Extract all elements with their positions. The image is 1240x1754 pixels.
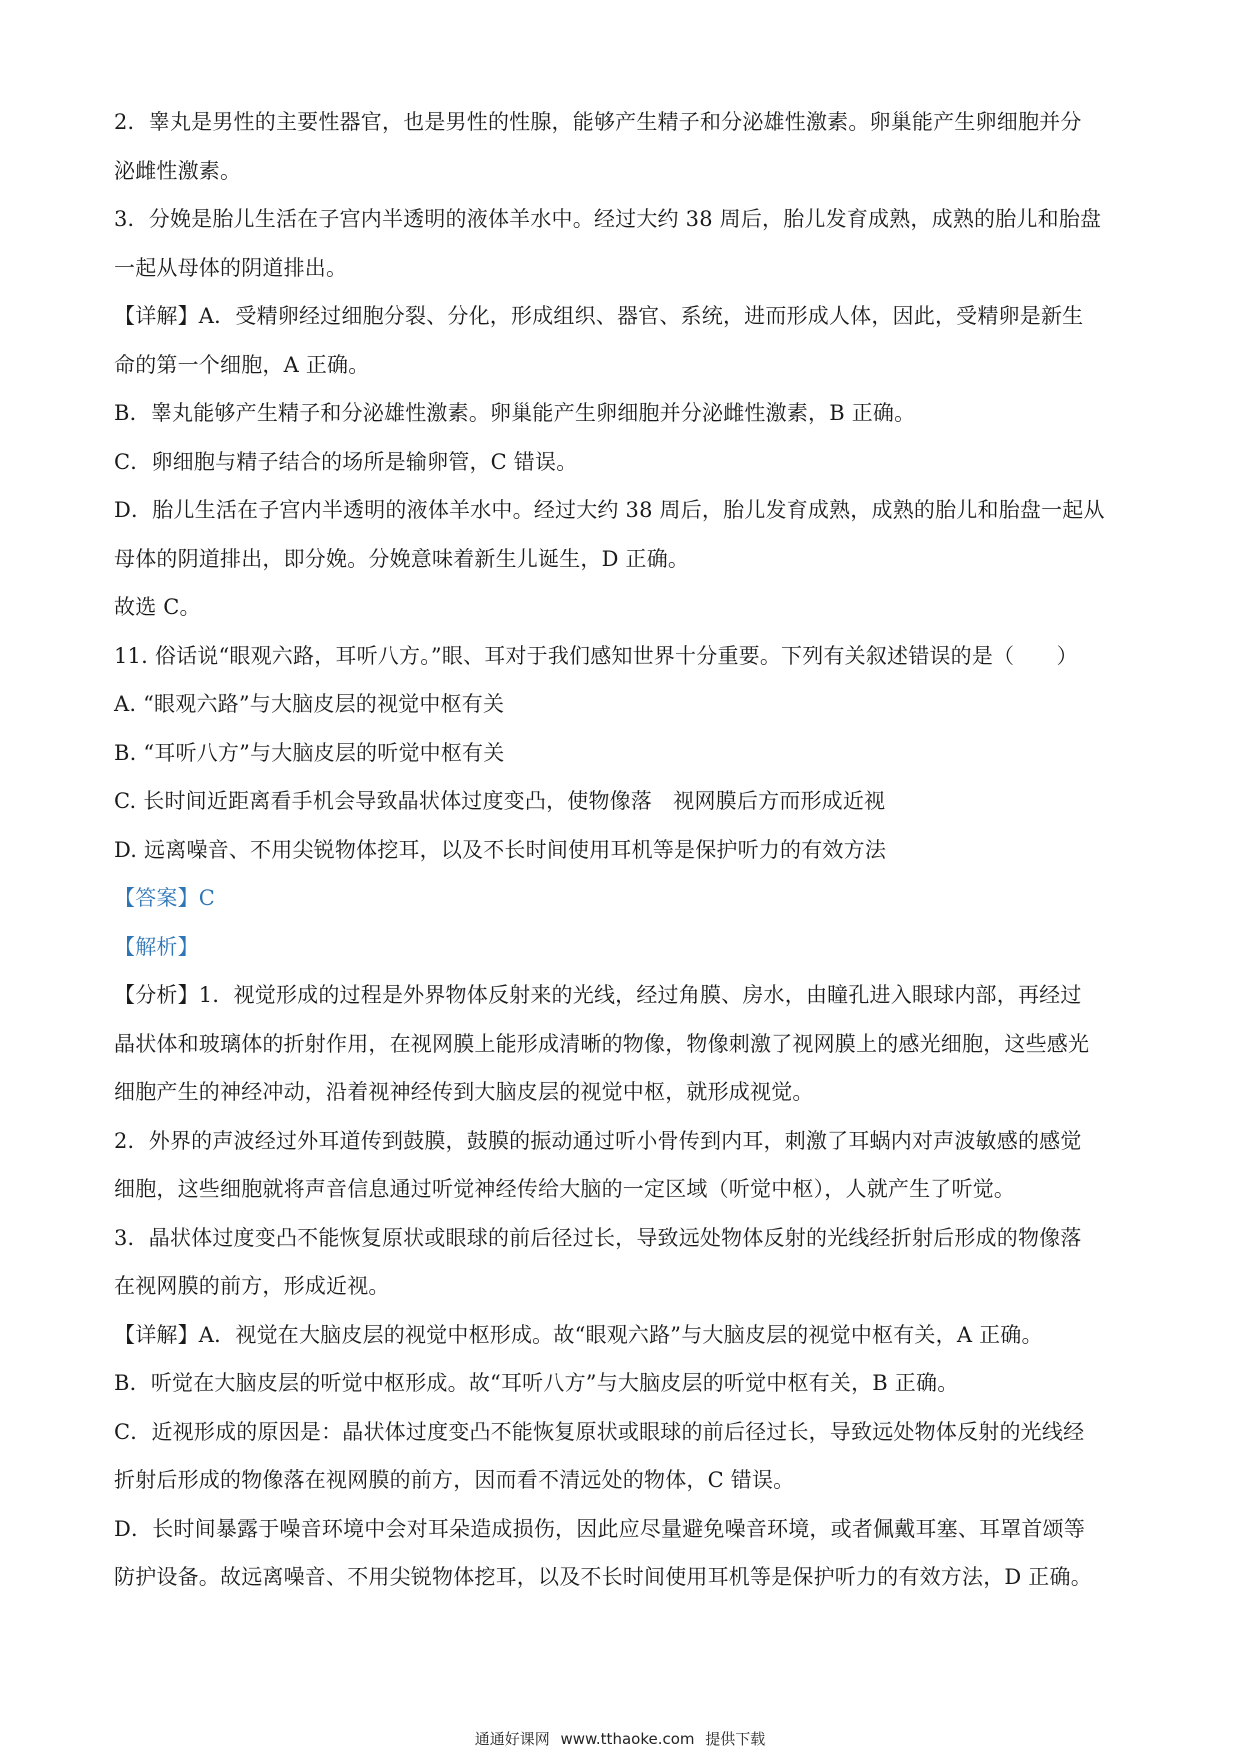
analysis-label: 【解析】 [114,934,199,959]
option-b: B. “耳听八方”与大脑皮层的听觉中枢有关 [114,740,505,765]
page-footer [0,1728,1240,1749]
text-line: D．长时间暴露于噪音环境中会对耳朵造成损伤，因此应尽量避免噪音环境，或者佩戴耳塞、耳罩首颂等 [114,1516,1086,1541]
text-line: 2．外界的声波经过外耳道传到鼓膜，鼓膜的振动通过听小骨传到内耳，刺激了耳蜗内对声波敏感的感觉 [114,1128,1082,1153]
text-line: 泌雌性激素。 [114,158,242,183]
text-line: 【分析】1．视觉形成的过程是外界物体反射来的光线，经过角膜、房水，由瞳孔进入眼球内部，再经过 [114,983,1082,1007]
text-line: 在视网膜的前方，形成近视。 [114,1274,390,1298]
text-line: 一起从母体的阴道排出。 [114,255,348,280]
text-line: 细胞，这些细胞就将声音信息通过听觉神经传给大脑的一定区域（听觉中枢），人就产生了听觉。 [114,1177,1016,1201]
footer-site-name: 通通好课网 [474,1730,550,1748]
answer-label: 【答案】C [114,886,216,910]
option-a: A. “眼观六路”与大脑皮层的视觉中枢有关 [114,692,505,716]
text-line: D．胎儿生活在子宫内半透明的液体羊水中。经过大约 38 周后，胎儿发育成熟，成熟的胎儿和胎盘一起从 [114,498,1105,522]
text-line: 母体的阴道排出，即分娩。分娩意味着新生儿诞生，D 正确。 [114,546,690,571]
text-line: 2．睾丸是男性的主要性器官，也是男性的性腺，能够产生精子和分泌雄性激素。卵巢能产生卵细胞并分 [114,110,1082,134]
text-line: 【详解】A．受精卵经过细胞分裂、分化，形成组织、器官、系统，进而形成人体，因此，受精卵是新生 [114,304,1084,328]
text-line: 3．分娩是胎儿生活在子宫内半透明的液体羊水中。经过大约 38 周后，胎儿发育成熟，成熟的胎儿和胎盘 [114,207,1102,231]
text-line: C．近视形成的原因是：晶状体过度变凸不能恢复原状或眼球的前后径过长，导致远处物体反射的光线经 [114,1419,1085,1444]
text-line: 折射后形成的物像落在视网膜的前方，因而看不清远处的物体，C 错误。 [114,1468,795,1492]
text-line: 防护设备。故远离噪音、不用尖锐物体挖耳，以及不长时间使用耳机等是保护听力的有效方法，D 正确。 [114,1565,1092,1589]
option-d: D. 远离噪音、不用尖锐物体挖耳，以及不长时间使用耳机等是保护听力的有效方法 [114,837,887,862]
question-stem: 11. 俗话说“眼观六路，耳听八方。”眼、耳对于我们感知世界十分重要。下列有关叙述错误的是（ ） [114,643,1078,668]
text-line: 细胞产生的神经冲动，沿着视神经传到大脑皮层的视觉中枢，就形成视觉。 [114,1080,814,1104]
footer-url[interactable]: www.tthaoke.com [560,1730,695,1748]
text-line: B．睾丸能够产生精子和分泌雄性激素。卵巢能产生卵细胞并分泌雌性激素，B 正确。 [114,401,916,425]
text-line: 命的第一个细胞，A 正确。 [114,352,370,377]
text-line: 【详解】A．视觉在大脑皮层的视觉中枢形成。故“眼观六路”与大脑皮层的视觉中枢有关，A 正确。 [114,1322,1043,1347]
document-body [114,98,1134,1602]
footer-note: 提供下载 [705,1730,766,1748]
option-c: C. 长时间近距离看手机会导致晶状体过度变凸，使物像落 视网膜后方而形成近视 [114,789,886,813]
text-line: C．卵细胞与精子结合的场所是输卵管，C 错误。 [114,449,578,474]
text-line: 3．晶状体过度变凸不能恢复原状或眼球的前后径过长，导致远处物体反射的光线经折射后形成的物像落 [114,1225,1082,1250]
text-line: 故选 C。 [114,595,201,619]
text-line: B．听觉在大脑皮层的听觉中枢形成。故“耳听八方”与大脑皮层的听觉中枢有关，B 正确。 [114,1371,959,1395]
text-line: 晶状体和玻璃体的折射作用，在视网膜上能形成清晰的物像，物像刺激了视网膜上的感光细胞，这些感光 [114,1031,1090,1056]
